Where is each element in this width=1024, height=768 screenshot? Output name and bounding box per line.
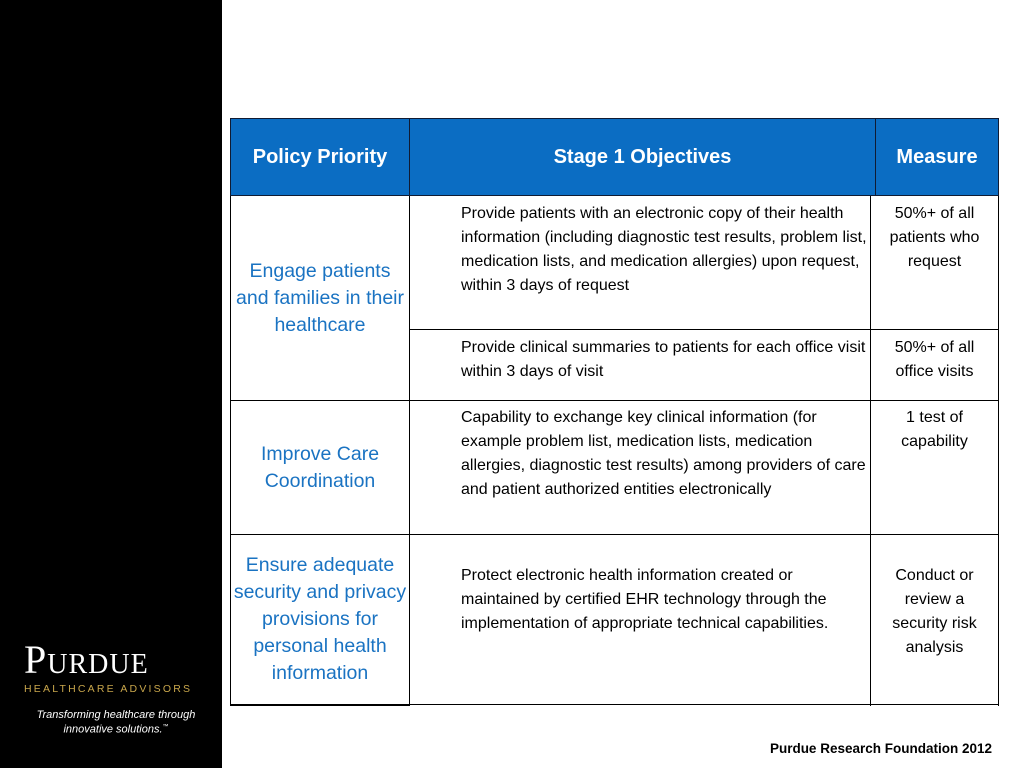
tagline-line1: Transforming healthcare through — [36, 709, 196, 721]
priority-engage-patients: Engage patients and families in their healthcare — [230, 196, 410, 401]
objective-clinical-summaries: Provide clinical summaries to patients for each office visit within 3 days of visit — [461, 339, 866, 380]
tagline — [10, 709, 222, 736]
sidebar — [0, 0, 222, 768]
purdue-logo-subtitle: HEALTHCARE ADVISORS — [24, 683, 193, 695]
measure-protect-information: Conduct or review a security risk analysis — [892, 567, 977, 656]
row-divider — [410, 400, 999, 401]
table-bottom-border — [410, 704, 999, 705]
priority-care-coordination: Improve Care Coordination — [230, 401, 410, 535]
header-measure: Measure — [875, 118, 999, 196]
row-divider — [410, 534, 999, 535]
measure-exchange-information: 1 test of capability — [901, 409, 968, 450]
trademark-mark: ™ — [162, 724, 169, 730]
priority-security-privacy: Ensure adequate security and privacy provisions for personal health information — [230, 535, 410, 706]
footer-copyright: Purdue Research Foundation 2012 — [769, 741, 992, 756]
measure-electronic-copy: 50%+ of all patients who request — [889, 205, 980, 270]
objective-exchange-information: Capability to exchange key clinical information (for example problem list, medication lists, medication allergies, diagnostic test results) among providers of care and patient authorized entities electronically — [461, 409, 866, 498]
row-divider — [410, 329, 999, 330]
table-right-border — [998, 196, 999, 706]
header-policy-priority: Policy Priority — [230, 118, 410, 196]
purdue-logo-wordmark: Purdue — [24, 637, 149, 682]
header-stage1-objectives: Stage 1 Objectives — [409, 118, 876, 196]
tagline-line2: innovative solutions. — [63, 723, 163, 736]
measure-clinical-summaries: 50%+ of all office visits — [894, 339, 975, 380]
objective-protect-information: Protect electronic health information created or maintained by certified EHR technology through the implementation of appropriate technical capabilities. — [461, 567, 829, 632]
objective-electronic-copy: Provide patients with an electronic copy of their health information (including diagnostic test results, problem list, medication lists, and medication allergies) upon request, within 3 days of request — [461, 205, 867, 294]
